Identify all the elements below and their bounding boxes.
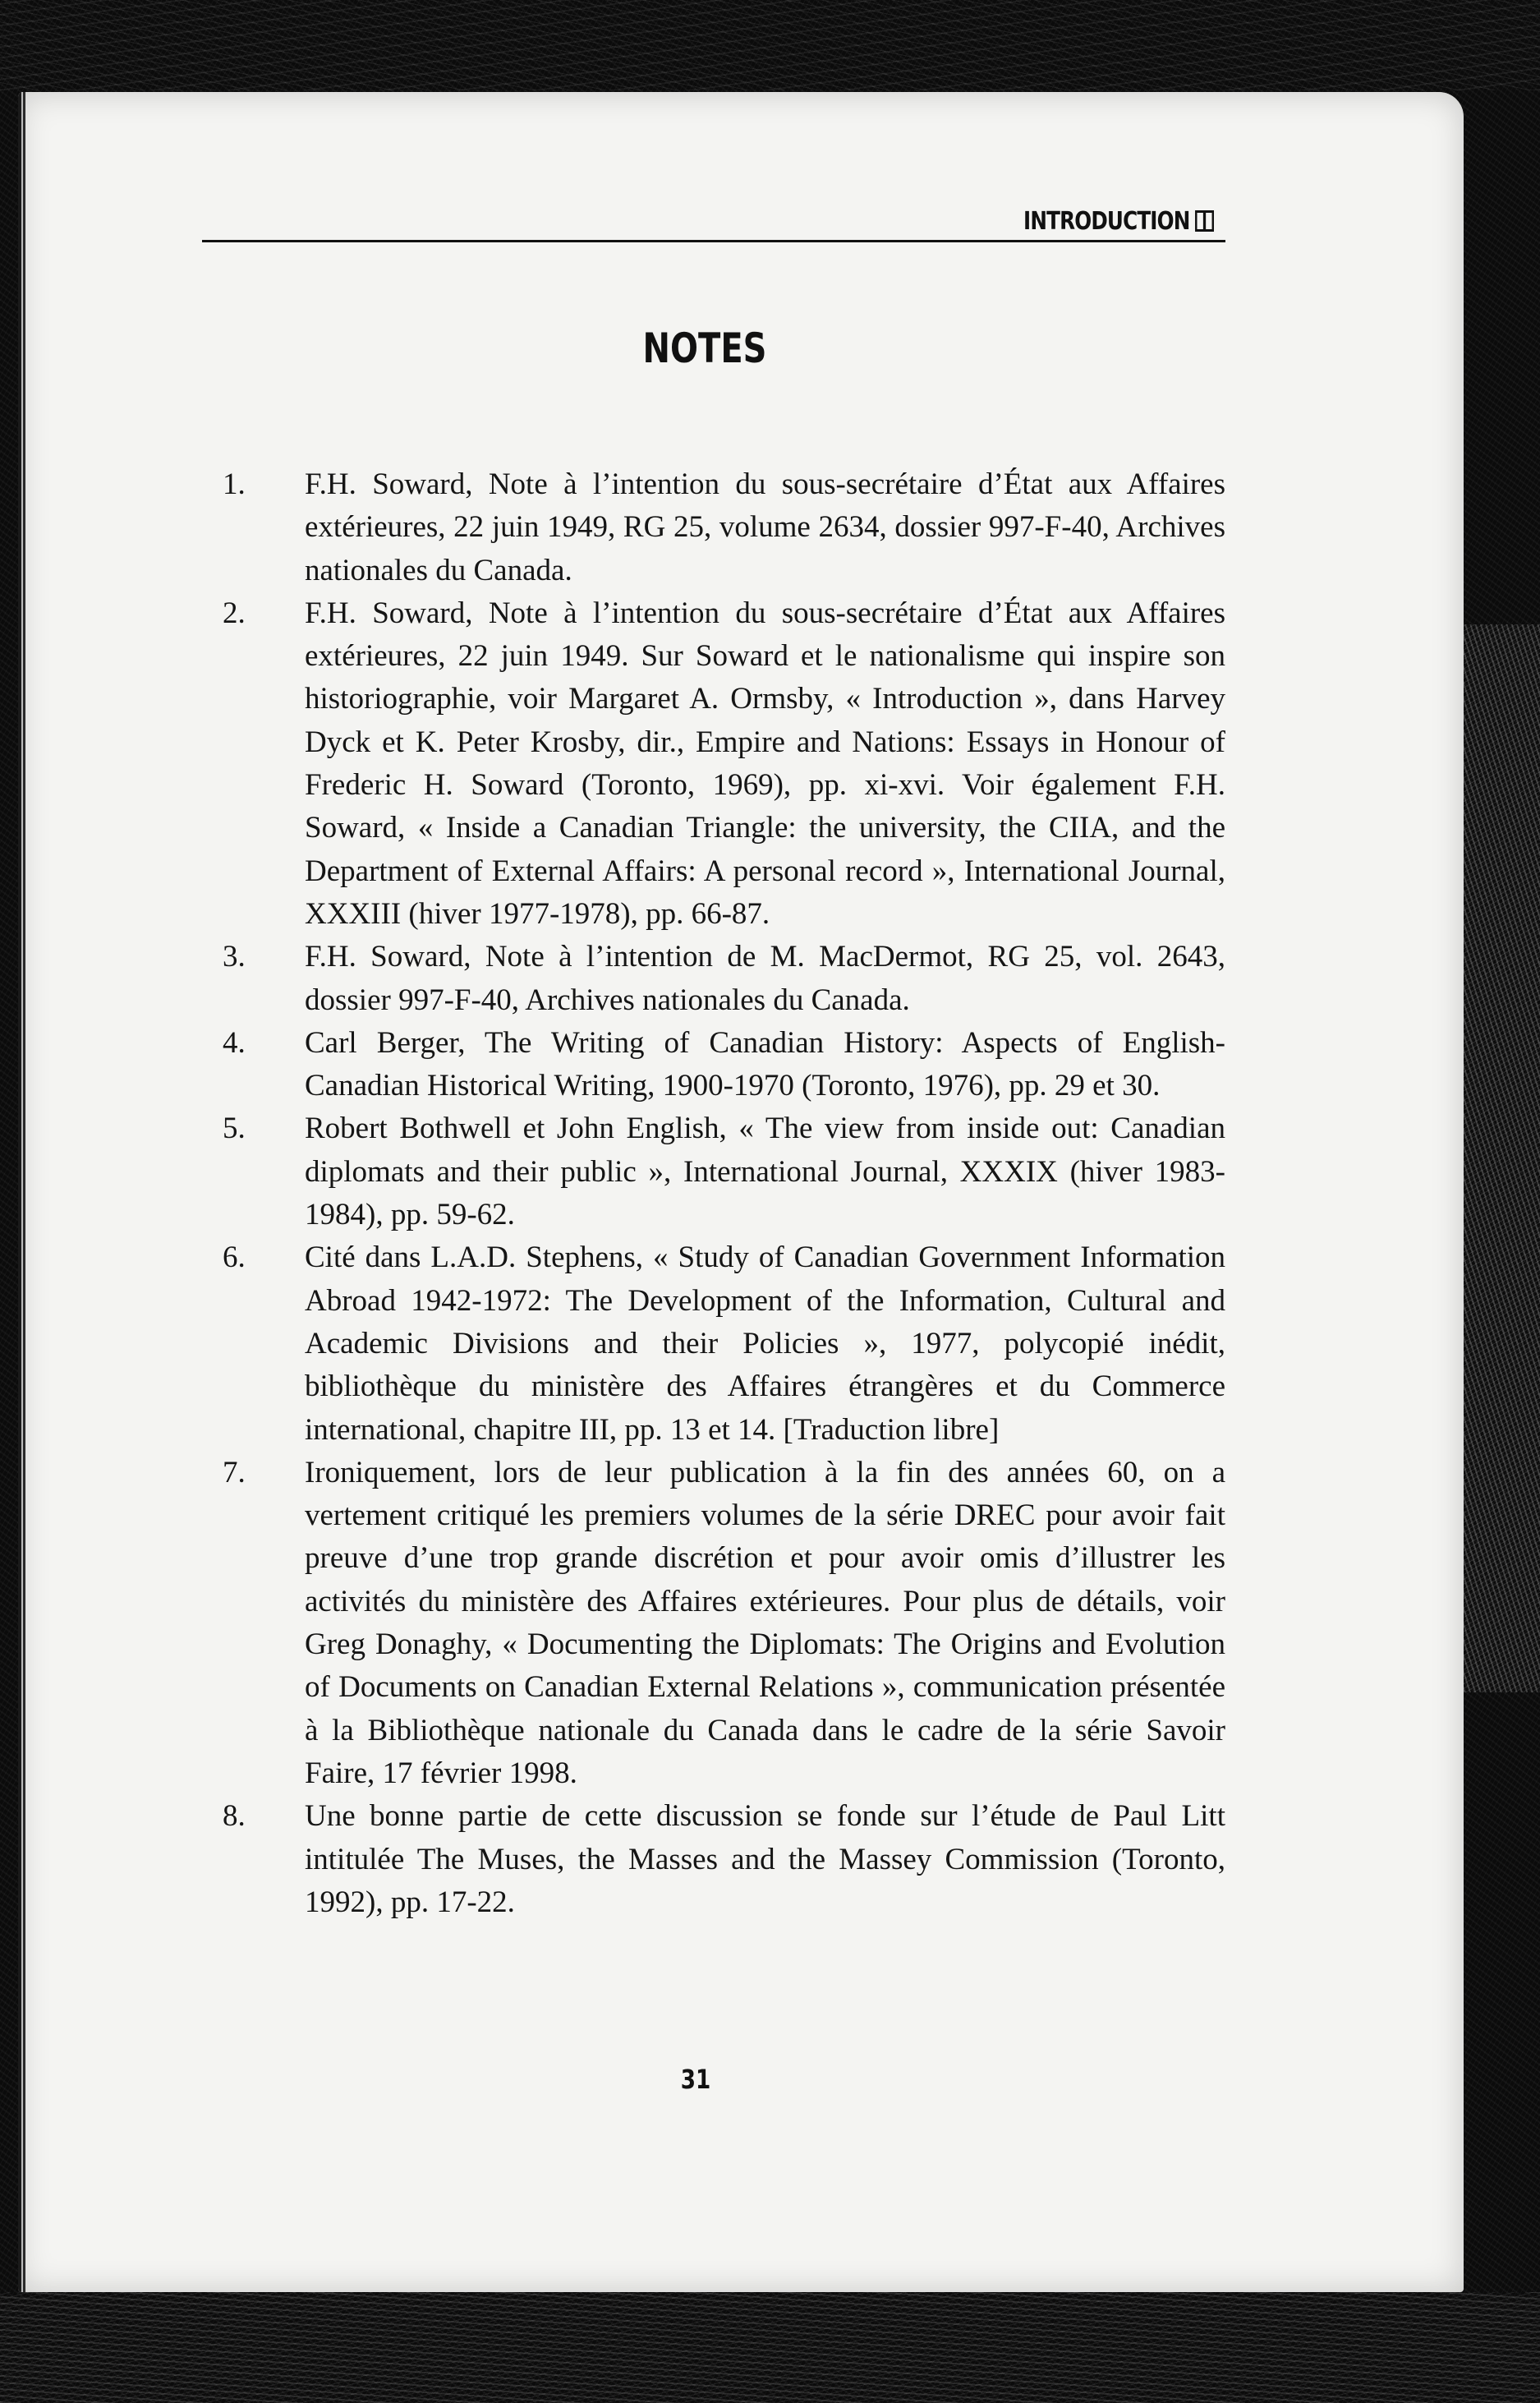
notes-list — [202, 463, 1225, 1924]
note-item — [202, 592, 1225, 936]
book-icon — [1195, 210, 1214, 232]
note-number: 6. — [223, 1241, 246, 1275]
page-spine-edge — [18, 92, 33, 2292]
note-number: 3. — [223, 940, 246, 974]
note-text: Cité dans L.A.D. Stephens, « Study of Canadian Government Information Abroad 1942-1972: The Development of the Information, Cultural and Academic Divisions and their Policies », 1977, polycopié inédit, bibliothèque du ministère des Affaires étrangères et du Commerce international, chapitre III, pp. 13 et 14. [Traduction libre] — [305, 1241, 1225, 1447]
running-head — [987, 205, 1214, 238]
page-title: NOTES — [642, 325, 767, 372]
book-page — [18, 92, 1464, 2292]
note-number: 8. — [223, 1799, 246, 1834]
note-item — [202, 1795, 1225, 1924]
note-text: Ironiquement, lors de leur publication à la fin des années 60, on a vertement critiqué les premiers volumes de la série DREC pour avoir fait preuve d’une trop grande discrétion et pour avoir omis d’illustrer les activités du ministère des Affaires extérieures. Pour plus de détails, voir Greg Donaghy, « Documenting the Diplomats: The Origins and Evolution of Documents on Canadian External Relations », communication présentée à la Bibliothèque nationale du Canada dans le cadre de la série Savoir Faire, 17 février 1998. — [305, 1455, 1225, 1790]
note-number: 5. — [223, 1112, 246, 1146]
note-text: F.H. Soward, Note à l’intention de M. MacDermot, RG 25, vol. 2643, dossier 997-F-40, Archives nationales du Canada. — [305, 940, 1225, 1017]
scan-noise-bottom — [0, 2292, 1540, 2403]
note-item — [202, 936, 1225, 1022]
note-text: Une bonne partie de cette discussion se fonde sur l’étude de Paul Litt intitulée The Muses, the Masses and the Massey Commission (Toronto, 1992), pp. 17-22. — [305, 1799, 1225, 1919]
note-text: F.H. Soward, Note à l’intention du sous-secrétaire d’État aux Affaires extérieures, 22 juin 1949. Sur Soward et le nationalisme qui inspire son historiographie, voir Margaret A. Ormsby, « Introduction », dans Harvey Dyck et K. Peter Krosby, dir., Empire and Nations: Essays in Honour of Frederic H. Soward (Toronto, 1969), pp. xi-xvi. Voir également F.H. Soward, « Inside a Canadian Triangle: the university, the CIIA, and the Department of External Affairs: A personal record », International Journal, XXXIII (hiver 1977-1978), pp. 66-87. — [305, 596, 1225, 931]
note-item — [202, 1236, 1225, 1451]
note-text: Robert Bothwell et John English, « The view from inside out: Canadian diplomats and their public », International Journal, XXXIX (hiver 1983-1984), pp. 59-62. — [305, 1112, 1225, 1232]
note-number: 1. — [223, 467, 246, 501]
note-item — [202, 1452, 1225, 1795]
page-number: 31 — [680, 2064, 711, 2095]
note-item — [202, 463, 1225, 592]
scan-noise-top — [0, 0, 1540, 90]
note-number: 4. — [223, 1025, 246, 1060]
scan-noise-right — [1454, 624, 1540, 1692]
note-item — [202, 1107, 1225, 1236]
note-number: 7. — [223, 1455, 246, 1489]
note-text: F.H. Soward, Note à l’intention du sous-secrétaire d’État aux Affaires extérieures, 22 juin 1949, RG 25, volume 2634, dossier 997-F-40, Archives nationales du Canada. — [305, 467, 1225, 587]
note-text: Carl Berger, The Writing of Canadian History: Aspects of English-Canadian Historical Writing, 1900-1970 (Toronto, 1976), pp. 29 et 30. — [305, 1025, 1225, 1103]
running-head-text: INTRODUCTION — [1023, 207, 1190, 236]
header-rule — [202, 240, 1225, 242]
note-item — [202, 1022, 1225, 1108]
note-number: 2. — [223, 596, 246, 630]
